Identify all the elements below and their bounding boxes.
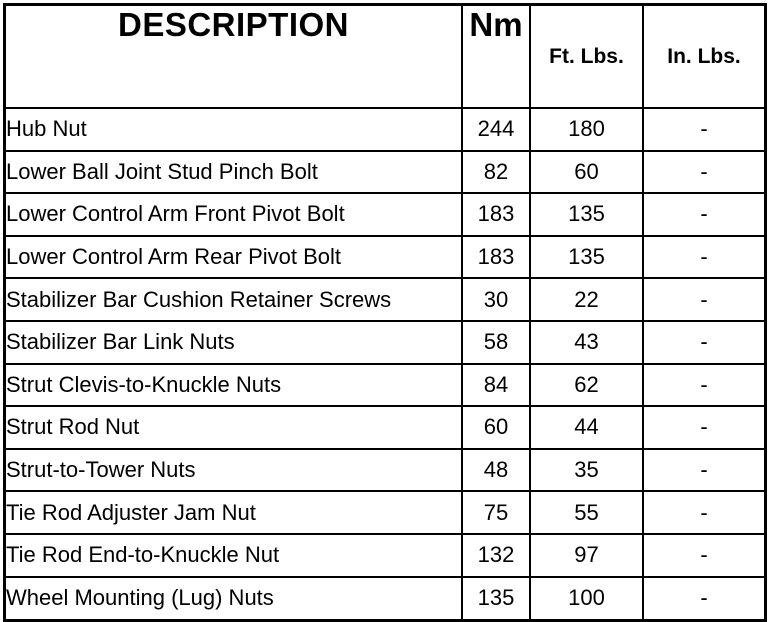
cell-ft-lbs: 135: [530, 236, 643, 279]
header-description: DESCRIPTION: [6, 6, 462, 108]
table-row: [6, 577, 764, 620]
cell-in-lbs: -: [643, 364, 764, 407]
table-row: [6, 151, 764, 194]
table-row: [6, 406, 764, 449]
cell-in-lbs: -: [643, 193, 764, 236]
table-row: [6, 534, 764, 577]
cell-ft-lbs: 44: [530, 406, 643, 449]
table-row: [6, 193, 764, 236]
cell-nm: 132: [462, 534, 530, 577]
table-row: [6, 108, 764, 151]
cell-nm: 75: [462, 491, 530, 534]
cell-description: Lower Ball Joint Stud Pinch Bolt: [6, 151, 462, 194]
torque-spec-table-frame: [3, 3, 767, 622]
cell-nm: 60: [462, 406, 530, 449]
cell-ft-lbs: 60: [530, 151, 643, 194]
cell-nm: 244: [462, 108, 530, 151]
cell-in-lbs: -: [643, 236, 764, 279]
cell-description: Lower Control Arm Front Pivot Bolt: [6, 193, 462, 236]
cell-ft-lbs: 100: [530, 577, 643, 620]
cell-ft-lbs: 35: [530, 449, 643, 492]
header-nm: Nm: [462, 6, 530, 108]
cell-nm: 58: [462, 321, 530, 364]
cell-ft-lbs: 180: [530, 108, 643, 151]
header-in-lbs: In. Lbs.: [643, 6, 764, 108]
table-row: [6, 491, 764, 534]
cell-in-lbs: -: [643, 491, 764, 534]
cell-nm: 30: [462, 278, 530, 321]
cell-nm: 48: [462, 449, 530, 492]
cell-in-lbs: -: [643, 406, 764, 449]
table-row: [6, 364, 764, 407]
cell-description: Tie Rod Adjuster Jam Nut: [6, 491, 462, 534]
cell-description: Lower Control Arm Rear Pivot Bolt: [6, 236, 462, 279]
cell-in-lbs: -: [643, 278, 764, 321]
cell-ft-lbs: 62: [530, 364, 643, 407]
cell-nm: 135: [462, 577, 530, 620]
cell-description: Hub Nut: [6, 108, 462, 151]
cell-description: Wheel Mounting (Lug) Nuts: [6, 577, 462, 620]
cell-nm: 82: [462, 151, 530, 194]
cell-nm: 183: [462, 193, 530, 236]
table-row: [6, 449, 764, 492]
cell-in-lbs: -: [643, 534, 764, 577]
cell-description: Strut Clevis-to-Knuckle Nuts: [6, 364, 462, 407]
cell-in-lbs: -: [643, 577, 764, 620]
cell-ft-lbs: 43: [530, 321, 643, 364]
cell-in-lbs: -: [643, 151, 764, 194]
cell-nm: 84: [462, 364, 530, 407]
table-row: [6, 236, 764, 279]
table-row: [6, 321, 764, 364]
table-row: [6, 278, 764, 321]
cell-description: Stabilizer Bar Cushion Retainer Screws: [6, 278, 462, 321]
cell-ft-lbs: 22: [530, 278, 643, 321]
cell-ft-lbs: 135: [530, 193, 643, 236]
cell-description: Stabilizer Bar Link Nuts: [6, 321, 462, 364]
cell-nm: 183: [462, 236, 530, 279]
cell-description: Strut-to-Tower Nuts: [6, 449, 462, 492]
cell-in-lbs: -: [643, 108, 764, 151]
cell-description: Strut Rod Nut: [6, 406, 462, 449]
cell-ft-lbs: 97: [530, 534, 643, 577]
cell-ft-lbs: 55: [530, 491, 643, 534]
torque-spec-table: [6, 6, 764, 619]
header-row: [6, 6, 764, 108]
header-ft-lbs: Ft. Lbs.: [530, 6, 643, 108]
cell-description: Tie Rod End-to-Knuckle Nut: [6, 534, 462, 577]
cell-in-lbs: -: [643, 321, 764, 364]
cell-in-lbs: -: [643, 449, 764, 492]
